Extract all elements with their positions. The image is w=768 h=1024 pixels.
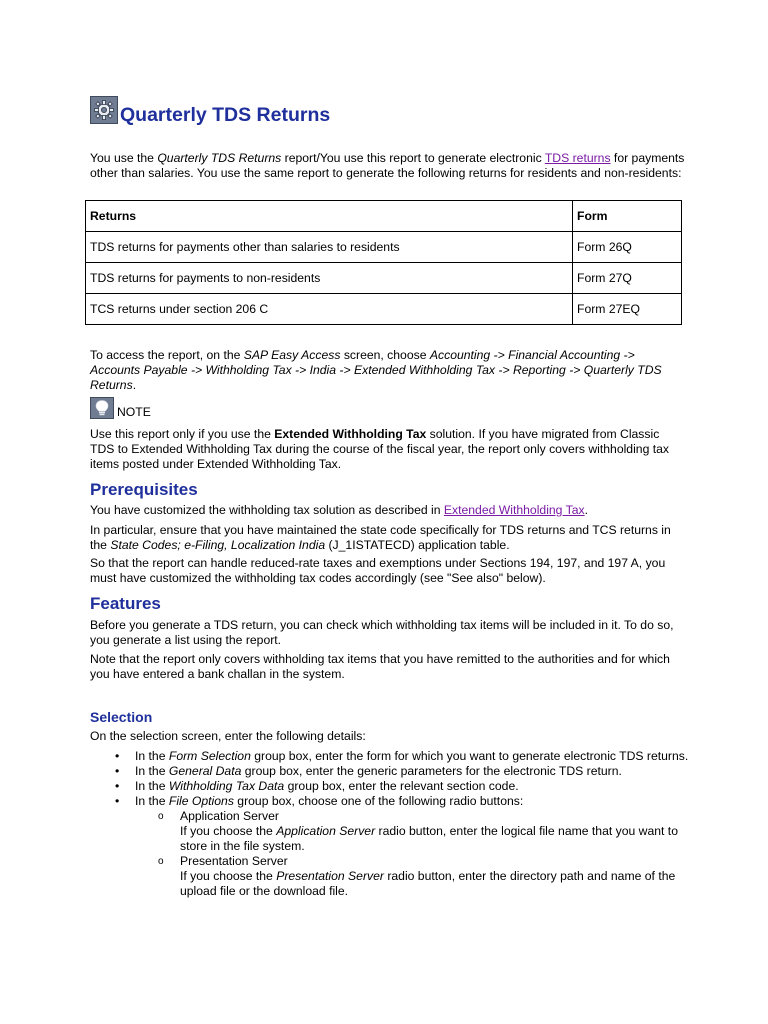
prereq-paragraph-3: So that the report can handle reduced-rate taxes and exemptions under Sections 194, 197, and 197 A, you must have customized the withholding tax codes accordingly (see "See also" below). [90, 556, 666, 585]
list-item: o Presentation Server If you choose the Presentation Server radio button, enter the directory path and name of the upload file or the download file. [135, 854, 690, 899]
features-heading: Features [90, 594, 161, 613]
features-paragraph-1: Before you generate a TDS return, you can check which withholding tax items will be included in it. To do so, you generate a list using the report. [90, 618, 674, 647]
note-header [90, 397, 151, 419]
list-item: o Application Server If you choose the Application Server radio button, enter the logical file name that you want to store in the file system. [135, 809, 690, 854]
selection-list [90, 749, 690, 899]
cell-form: Form 26Q [573, 232, 682, 263]
header-returns: Returns [86, 201, 573, 232]
header-form: Form [573, 201, 682, 232]
title-row [90, 96, 330, 124]
table-row [86, 232, 682, 263]
prerequisites-heading: Prerequisites [90, 480, 198, 499]
file-options-list [135, 809, 690, 899]
prereq-paragraph-2: In particular, ensure that you have maintained the state code specifically for TDS returns and TCS returns in the State Codes; e-Filing, Localization India (J_1ISTATECD) application table. [90, 523, 671, 552]
table-row [86, 263, 682, 294]
access-path-paragraph: To access the report, on the SAP Easy Access screen, choose Accounting -> Financial Accounting -> Accounts Payable -> Withholding Tax -> India -> Extended Withholding Tax -> Reporting -> Quarterly TDS Returns. [90, 348, 662, 392]
selection-intro: On the selection screen, enter the following details: [90, 729, 366, 743]
page-title: Quarterly TDS Returns [120, 104, 331, 126]
cell-returns: TDS returns for payments other than salaries to residents [86, 232, 573, 263]
table-header-row [86, 201, 682, 232]
table-row [86, 294, 682, 325]
returns-table [85, 200, 682, 325]
prereq-paragraph-1: You have customized the withholding tax solution as described in Extended Withholding Tax. [90, 503, 588, 517]
features-paragraph-2: Note that the report only covers withholding tax items that you have remitted to the authorities and for which you have entered a bank challan in the system. [90, 652, 670, 681]
extended-withholding-tax-link[interactable]: Extended Withholding Tax [443, 503, 585, 517]
cell-returns: TDS returns for payments to non-residents [86, 263, 573, 294]
lightbulb-icon [90, 397, 114, 419]
note-label: NOTE [117, 405, 151, 419]
tds-returns-link[interactable]: TDS returns [544, 151, 611, 165]
intro-paragraph: You use the Quarterly TDS Returns report/You use this report to generate electronic TDS returns for payments other than salaries. You use the same report to generate the following returns for residents and non-residents: [90, 151, 685, 180]
list-item: • In the File Options group box, choose one of the following radio buttons: o Application Server If you choose the Application Server radio button, enter the logical file name that you want to store in the file system. o Presentation Server If you choose the Presentation Server radio button, enter the directory path and name of the upload file or the download file. [90, 794, 690, 899]
list-item: • In the Withholding Tax Data group box, enter the relevant section code. [90, 779, 690, 794]
gear-icon [90, 96, 118, 124]
selection-heading: Selection [90, 709, 153, 725]
list-item: • In the Form Selection group box, enter the form for which you want to generate electronic TDS returns. [90, 749, 690, 764]
cell-form: Form 27Q [573, 263, 682, 294]
cell-returns: TCS returns under section 206 C [86, 294, 573, 325]
list-item: • In the General Data group box, enter the generic parameters for the electronic TDS return. [90, 764, 690, 779]
cell-form: Form 27EQ [573, 294, 682, 325]
note-paragraph: Use this report only if you use the Extended Withholding Tax solution. If you have migrated from Classic TDS to Extended Withholding Tax during the course of the fiscal year, the report only covers withholding tax items posted under Extended Withholding Tax. [90, 427, 669, 471]
